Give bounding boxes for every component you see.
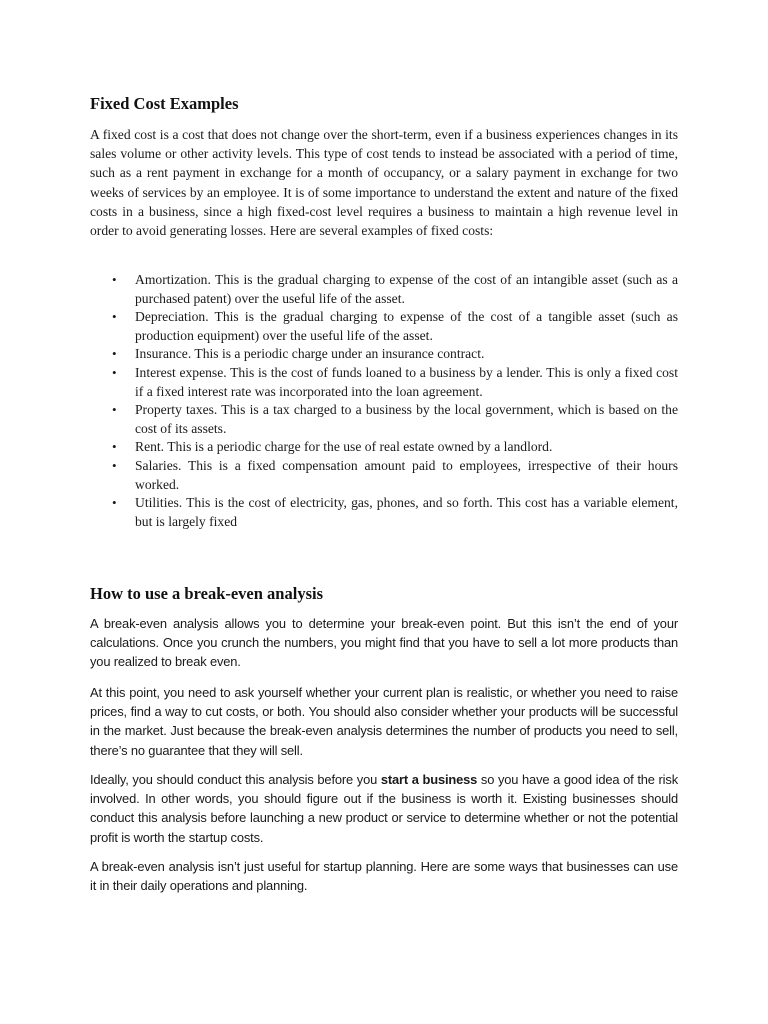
paragraph-ideally-end: so you have a good idea of the risk involved. In other words, you should figure out if the business is worth it. Existing businesses should conduct this analysis before launching a new product or service to determine whether or not the potential profit is worth the startup costs.: [90, 772, 678, 845]
list-item-text: Amortization. This is the gradual charging to expense of the cost of an intangible asset (such as a purchased patent) over the useful life of the asset.: [135, 272, 678, 306]
list-item-text: Utilities. This is the cost of electricity, gas, phones, and so forth. This cost has a variable element, but is largely fixed: [135, 495, 678, 529]
list-item-text: Insurance. This is a periodic charge under an insurance contract.: [135, 346, 485, 362]
list-item: [90, 345, 678, 364]
bullet-icon: •: [112, 457, 117, 473]
paragraph-realistic-plan: At this point, you need to ask yourself whether your current plan is realistic, or whether you need to raise prices, find a way to cut costs, or both. You should also consider whether your products will be successful in the market. Just because the break-even analysis determines the number of products you need to sell, there’s no guarantee that they will sell.: [90, 685, 678, 758]
paragraph-ideally-start: Ideally, you should conduct this analysis before you: [90, 772, 381, 787]
list-item-text: Property taxes. This is a tax charged to a business by the local government, which is based on the cost of its assets.: [135, 402, 678, 436]
paragraph-break-even-intro: A break-even analysis allows you to determine your break-even point. But this isn’t the end of your calculations. Once you crunch the numbers, you might find that you have to sell a lot more products than you realized to break even.: [90, 616, 678, 670]
section-heading-fixed-cost-examples: Fixed Cost Examples: [90, 94, 239, 113]
list-item-text: Depreciation. This is the gradual charging to expense of the cost of a tangible asset (such as production equipment) over the useful life of the asset.: [135, 309, 678, 343]
bullet-icon: •: [112, 309, 117, 325]
bullet-icon: •: [112, 439, 117, 455]
paragraph-fixed-cost-intro: A fixed cost is a cost that does not change over the short-term, even if a business experiences changes in its sales volume or other activity levels. This type of cost tends to instead be associated with a period of time, such as a rent payment in exchange for a month of occupancy, or a salary payment in exchange for two weeks of services by an employee. It is of some importance to understand the extent and nature of the fixed costs in a business, since a high fixed-cost level requires a business to maintain a high revenue level in order to avoid generating losses. Here are several examples of fixed costs:: [90, 127, 678, 239]
bullet-icon: •: [112, 346, 117, 362]
list-item: [90, 364, 678, 401]
bullet-icon: •: [112, 364, 117, 380]
list-item: [90, 438, 678, 457]
list-item: [90, 271, 678, 308]
list-item: [90, 494, 678, 531]
section-heading-break-even-analysis: How to use a break-even analysis: [90, 584, 323, 603]
list-item: [90, 401, 678, 438]
list-item-text: Interest expense. This is the cost of funds loaned to a business by a lender. This is only a fixed cost if a fixed interest rate was incorporated into the loan agreement.: [135, 364, 678, 399]
paragraph-startup-planning: A break-even analysis isn’t just useful for startup planning. Here are some ways that businesses can use it in their daily operations and planning.: [90, 859, 678, 894]
fixed-cost-list: [90, 271, 678, 531]
list-item: [90, 308, 678, 345]
bullet-icon: •: [112, 495, 117, 511]
paragraph-ideally: [90, 770, 678, 847]
bullet-icon: •: [112, 272, 117, 287]
start-a-business-emphasis: start a business: [380, 772, 478, 787]
list-item-text: Rent. This is a periodic charge for the use of real estate owned by a landlord.: [135, 439, 553, 455]
bullet-icon: •: [112, 402, 117, 418]
list-item-text: Salaries. This is a fixed compensation amount paid to employees, irrespective of their hours worked.: [135, 457, 678, 492]
list-item: [90, 457, 678, 494]
